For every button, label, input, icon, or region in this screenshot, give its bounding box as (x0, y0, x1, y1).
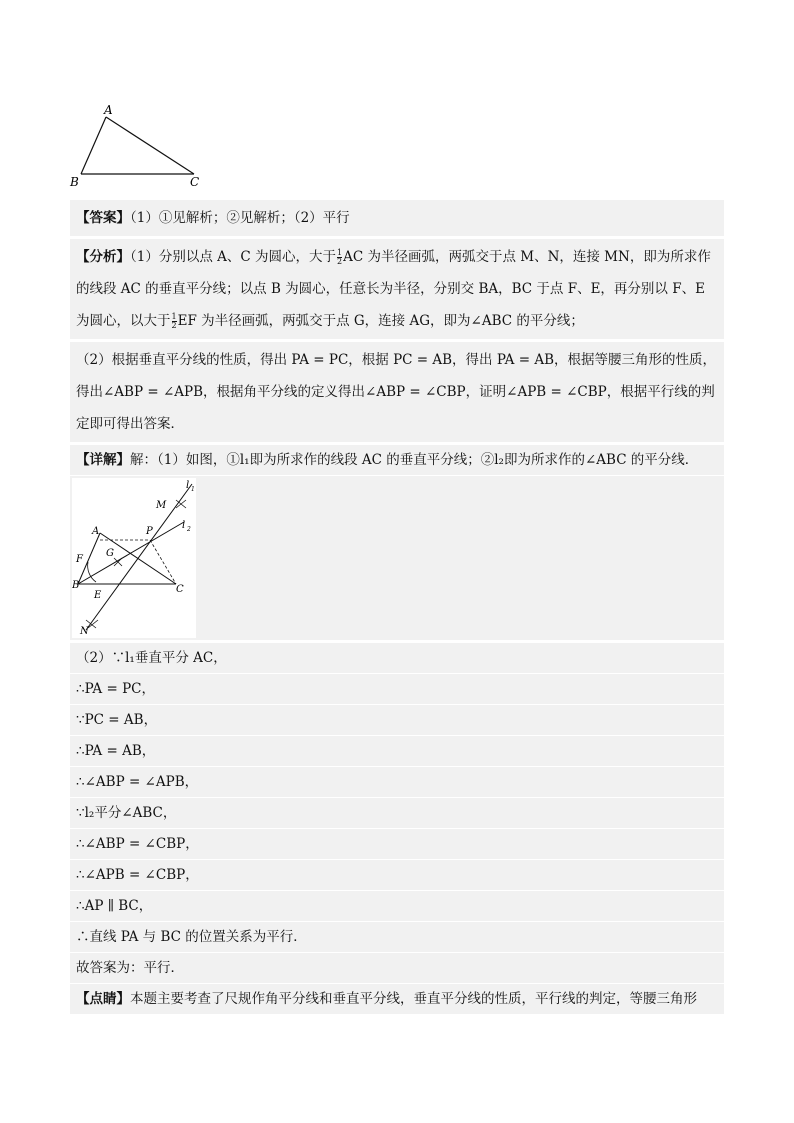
label-b: B (70, 175, 79, 189)
answer-block (70, 200, 724, 236)
answer-text: （1）①见解析；②见解析；（2）平行 (130, 210, 350, 226)
analysis-part1c: EF 为半径画弧，两弧交于点 G，连接 AG，即为∠ABC 的平分线； (177, 313, 584, 329)
comment-text: 本题主要考查了尺规作角平分线和垂直平分线，垂直平分线的性质，平行线的判定，等腰三角形 (130, 991, 697, 1007)
proof-line-8: ∴∠APB = ∠CBP， (70, 860, 724, 890)
detail-text: 解：（1）如图，①l₁即为所求作的线段 AC 的垂直平分线；②l₂即为所求作的∠ABC 的平分线． (130, 452, 699, 468)
label-f: F (76, 554, 83, 565)
label-b2: B (72, 580, 80, 591)
label-l2: l (182, 520, 186, 531)
analysis-tag: 【分析】 (76, 249, 130, 265)
proof-line-1: （2）∵l₁垂直平分 AC， (70, 643, 724, 673)
proof-line-10: ∴直线 PA 与 BC 的位置关系为平行． (70, 922, 724, 952)
solution-content (70, 200, 724, 1014)
detail-block (70, 445, 724, 475)
label-g: G (106, 548, 114, 559)
proof-line-2: ∴PA = PC， (70, 674, 724, 704)
proof-line-6: ∵l₂平分∠ABC， (70, 798, 724, 828)
analysis-block (70, 239, 724, 339)
proof-line-5: ∴∠ABP = ∠APB， (70, 767, 724, 797)
comment-block (70, 984, 724, 1014)
label-c: C (190, 175, 200, 189)
proof-line-11: 故答案为：平行． (70, 953, 724, 983)
label-a2: A (92, 526, 100, 537)
label-a: A (104, 103, 113, 117)
label-m: M (156, 500, 167, 511)
proof-line-7: ∴∠ABP = ∠CBP， (70, 829, 724, 859)
proof-line-9: ∴AP ∥ BC， (70, 891, 724, 921)
label-c2: C (176, 584, 184, 595)
analysis-part1a: （1）分别以点 A、C 为圆心，大于 (130, 249, 336, 265)
label-p: P (146, 526, 153, 537)
construction-figure-band (70, 476, 724, 640)
analysis-part1b: AC 为半径画弧，两弧交于点 M、N，连接 MN，即为所求作的线段 AC 的垂直平分线；以点 B 为圆心，任意长为半径，分别交 BA，BC 于点 F、E，再分别以 F、E 为圆心，以大于 (76, 249, 711, 329)
label-l2-sub: 2 (187, 526, 191, 533)
fraction-half-2: $\frac{1}{2}$ (171, 312, 177, 330)
label-l1-sub: 1 (191, 486, 195, 493)
label-e: E (94, 590, 102, 601)
comment-tag: 【点睛】 (76, 991, 130, 1007)
answer-tag: 【答案】 (76, 210, 130, 226)
analysis-part2: （2）根据垂直平分线的性质，得出 PA = PC，根据 PC = AB，得出 PA = AB，根据等腰三角形的性质，得出∠ABP = ∠APB，根据角平分线的定义得出∠ABP = ∠CBP，证明∠APB = ∠CBP，根据平行线的判定即可得出答案． (70, 342, 724, 442)
proof-line-4: ∴PA = AB， (70, 736, 724, 766)
proof-line-3: ∵PC = AB， (70, 705, 724, 735)
construction-figure (72, 478, 196, 638)
detail-tag: 【详解】 (76, 452, 130, 468)
label-l1: l (186, 480, 190, 491)
label-n: N (80, 626, 89, 637)
fraction-half: $\frac{1}{2}$ (337, 248, 343, 266)
triangle-abc-figure (66, 100, 216, 195)
